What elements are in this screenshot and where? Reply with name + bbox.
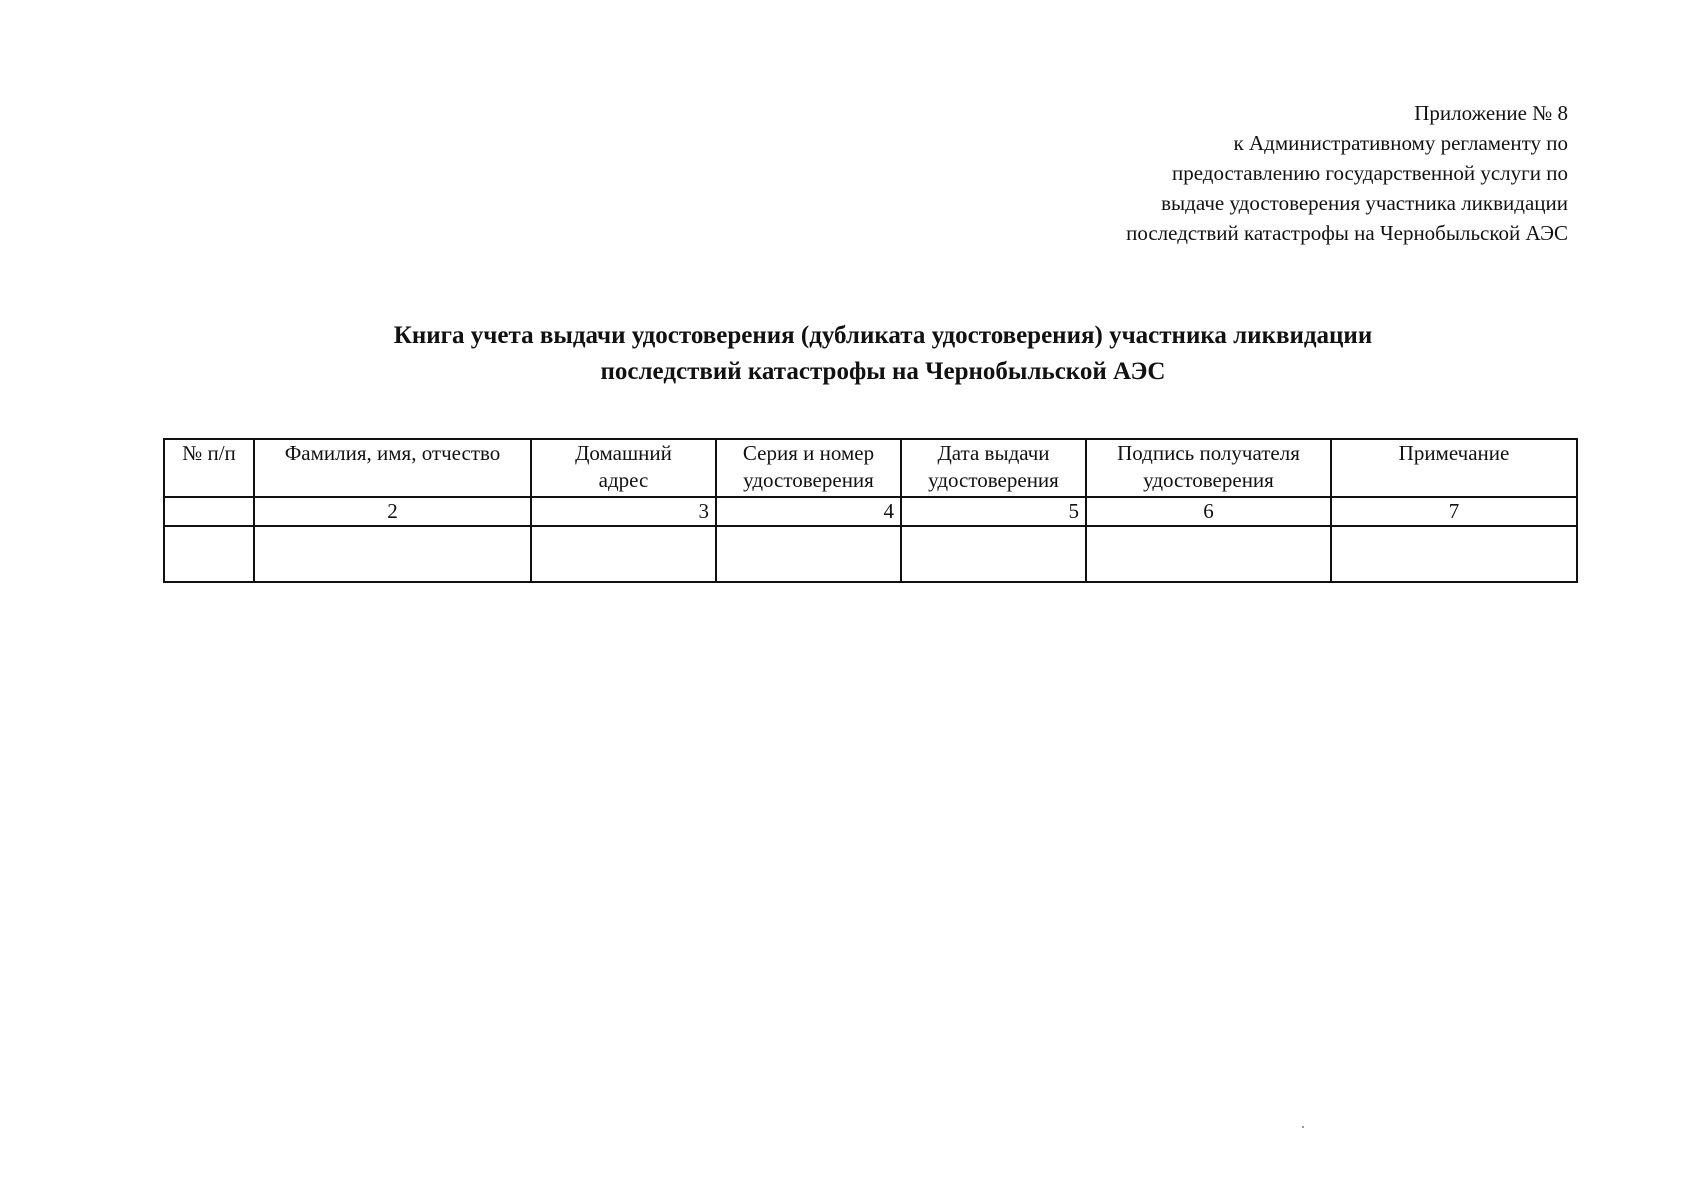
header-text: Примечание <box>1398 441 1510 465</box>
table-cell <box>531 526 716 582</box>
header-text: адрес <box>598 468 649 492</box>
appendix-line: Приложение № 8 <box>1414 101 1568 125</box>
appendix-header <box>1126 98 1568 248</box>
title-line-1: Книга учета выдачи удостоверения (дубликата удостоверения) участника ликвидации <box>393 322 1373 349</box>
header-cell-recipient-signature <box>1086 439 1331 497</box>
header-text: удостоверения <box>1143 468 1274 492</box>
register-table <box>163 438 1578 583</box>
table-cell <box>716 526 901 582</box>
table-cell <box>1086 526 1331 582</box>
header-text: № п/п <box>182 441 236 465</box>
document-title <box>0 318 1706 390</box>
column-number-row <box>164 497 1577 526</box>
table-header-row <box>164 439 1577 497</box>
table-cell <box>254 526 531 582</box>
header-text: удостоверения <box>743 468 874 492</box>
column-number-cell: 7 <box>1331 497 1577 526</box>
header-text: Фамилия, имя, отчество <box>284 441 501 465</box>
header-cell-series-number <box>716 439 901 497</box>
header-text: удостоверения <box>928 468 1059 492</box>
column-number-cell: 6 <box>1086 497 1331 526</box>
header-text: Домашний <box>575 441 672 465</box>
header-cell-note <box>1331 439 1577 497</box>
column-number-cell: 3 <box>531 497 716 526</box>
header-cell-full-name <box>254 439 531 497</box>
header-text: Дата выдачи <box>937 441 1050 465</box>
table-cell <box>164 526 254 582</box>
appendix-line: выдаче удостоверения участника ликвидации <box>1161 191 1568 215</box>
appendix-line: к Административному регламенту по <box>1233 131 1568 155</box>
header-text: Подпись получателя <box>1117 441 1300 465</box>
column-number-cell: 2 <box>254 497 531 526</box>
header-cell-issue-date <box>901 439 1086 497</box>
header-cell-number <box>164 439 254 497</box>
appendix-line: предоставлению государственной услуги по <box>1172 161 1568 185</box>
header-text: Серия и номер <box>742 441 875 465</box>
scan-speck <box>1302 1126 1304 1128</box>
appendix-line: последствий катастрофы на Чернобыльской АЭС <box>1126 221 1568 245</box>
column-number-cell: 5 <box>901 497 1086 526</box>
table-cell <box>901 526 1086 582</box>
column-number-cell <box>164 497 254 526</box>
table-row <box>164 526 1577 582</box>
column-number-cell: 4 <box>716 497 901 526</box>
header-cell-home-address <box>531 439 716 497</box>
title-line-2: последствий катастрофы на Чернобыльской АЭС <box>600 358 1166 385</box>
table-cell <box>1331 526 1577 582</box>
